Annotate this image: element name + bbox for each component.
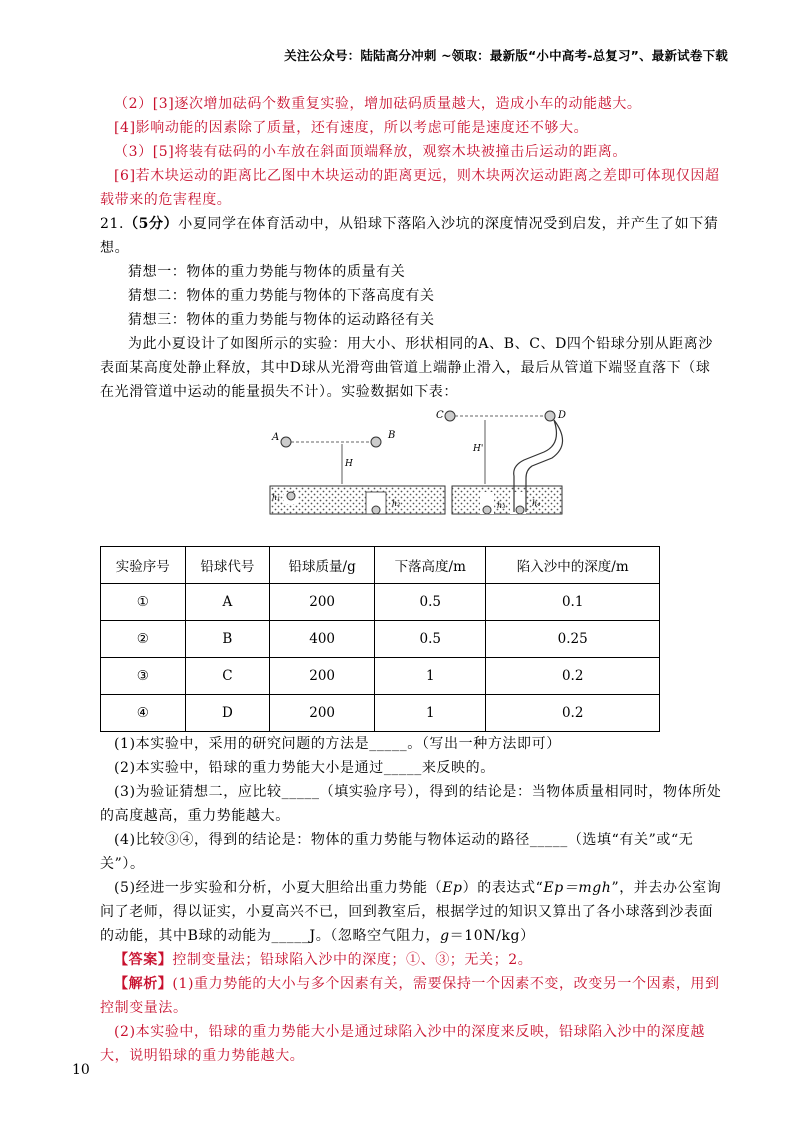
- table-row: [101, 621, 660, 658]
- table-header: 铅球代号: [185, 547, 270, 584]
- q5-ep: Ep: [442, 880, 463, 896]
- table-cell: ④: [101, 695, 186, 732]
- table-header: 实验序号: [101, 547, 186, 584]
- label-h2: h₂: [392, 499, 401, 508]
- answer-label: 【答案】: [114, 952, 173, 968]
- prev-answer-line-2: [4]影响动能的因素除了质量，还有速度，所以考虑可能是速度还不够大。: [114, 120, 589, 136]
- answer-text: 控制变量法；铅球陷入沙中的深度；①、③；无关；2。: [172, 952, 533, 968]
- table-cell: 200: [270, 695, 375, 732]
- subquestion-1: (1)本实验中，采用的研究问题的方法是_____。（写出一种方法即可）: [114, 736, 561, 752]
- page-header: 关注公众号：陆陆高分冲刺 ~领取：最新版“小中高考-总复习”、最新试卷下载: [284, 48, 728, 63]
- guess-3: 猜想三：物体的重力势能与物体的运动路径有关: [128, 312, 435, 328]
- page-content: [100, 92, 722, 1068]
- prev-answer-line-1: （2）[3]逐次增加砝码个数重复实验，增加砝码质量越大，造成小车的动能越大。: [114, 96, 642, 112]
- table-cell: 0.2: [486, 695, 660, 732]
- ball-c-in-sand: [483, 506, 491, 514]
- question-stem: [100, 212, 722, 260]
- prev-answer-line-3: （3）[5]将装有砝码的小车放在斜面顶端释放，观察木块被撞击后运动的距离。: [114, 144, 627, 160]
- table-cell: 400: [270, 621, 375, 658]
- q5-part-c: ”，并去办公室询问了老师，得以证实，小夏高兴不已，回到教室后，根据学过的知识又算出了各小球落到沙表面的动能，其中B球的动能为_____J。（忽略空气阻力，: [100, 880, 722, 944]
- q5-part-d: ＝10N/kg）: [449, 928, 535, 944]
- analysis-text-1: (1)重力势能的大小与多个因素有关，需要保持一个因素不变，改变另一个因素，用到控制变量法。: [100, 976, 720, 1016]
- data-table: [100, 546, 660, 732]
- ball-b: [371, 437, 381, 447]
- question-number: 21.: [100, 216, 125, 232]
- answer-line: [100, 948, 722, 972]
- table-header: 下落高度/m: [375, 547, 486, 584]
- subquestion-5: [100, 876, 722, 948]
- table-cell: 0.25: [486, 621, 660, 658]
- guess-1: 猜想一：物体的重力势能与物体的质量有关: [128, 264, 406, 280]
- label-d: D: [558, 410, 567, 421]
- sand-box-right: [452, 486, 562, 514]
- experiment-diagram: [100, 406, 722, 546]
- analysis-label: 【解析】: [114, 976, 173, 992]
- guess-2: 猜想二：物体的重力势能与物体的下落高度有关: [128, 288, 435, 304]
- label-h: H: [345, 459, 353, 469]
- table-row: [101, 658, 660, 695]
- experiment-figure: [100, 406, 722, 546]
- ball-d-in-sand: [516, 506, 524, 514]
- label-h4: h₄: [532, 499, 541, 508]
- table-cell: ①: [101, 584, 186, 621]
- prev-answer-line-4: [6]若木块运动的距离比乙图中木块运动的距离更远，则木块两次运动距离之差即可体现仅因超载带来的危害程度。: [100, 168, 720, 208]
- table-cell: 0.1: [486, 584, 660, 621]
- q5-part-a: (5)经进一步实验和分析，小夏大胆给出重力势能（: [114, 880, 443, 896]
- table-row: [101, 695, 660, 732]
- question-score: （5分）: [124, 216, 179, 232]
- label-h1: h₁: [272, 493, 281, 502]
- table-cell: C: [185, 658, 270, 695]
- label-b: B: [388, 430, 396, 441]
- label-h-prime: H': [473, 444, 484, 454]
- label-c: C: [436, 410, 444, 421]
- analysis-line-1: [100, 972, 722, 1020]
- subquestion-3: (3)为验证猜想二，应比较_____（填实验序号），得到的结论是：当物体质量相同时，物体所处的高度越高，重力势能越大。: [100, 784, 722, 824]
- sand-box-left: [270, 486, 445, 514]
- table-row: [101, 584, 660, 621]
- label-a: A: [272, 432, 280, 443]
- page-number: 10: [72, 1062, 90, 1078]
- table-cell: 1: [375, 695, 486, 732]
- table-cell: 0.5: [375, 584, 486, 621]
- table-cell: 0.2: [486, 658, 660, 695]
- table-cell: A: [185, 584, 270, 621]
- table-cell: 200: [270, 584, 375, 621]
- ball-d: [545, 411, 555, 421]
- table-cell: 1: [375, 658, 486, 695]
- table-cell: D: [185, 695, 270, 732]
- label-h3: h₃: [497, 501, 506, 510]
- subquestion-2: (2)本实验中，铅球的重力势能大小是通过_____来反映的。: [114, 760, 495, 776]
- table-header-row: [101, 547, 660, 584]
- analysis-line-2: (2)本实验中，铅球的重力势能大小是通过球陷入沙中的深度来反映，铅球陷入沙中的深度越大，说明铅球的重力势能越大。: [100, 1024, 706, 1064]
- ball-a: [281, 437, 291, 447]
- q5-part-b: ）的表达式“: [462, 880, 544, 896]
- table-cell: ②: [101, 621, 186, 658]
- table-cell: B: [185, 621, 270, 658]
- ball-c: [445, 411, 455, 421]
- experiment-design: 为此小夏设计了如图所示的实验：用大小、形状相同的A、B、C、D四个铅球分别从距离沙表面某高度处静止释放，其中D球从光滑弯曲管道上端静止滑入，最后从管道下端竖直落下（球在光滑管道中运动的能量损失不计）。实验数据如下表：: [100, 336, 713, 400]
- table-header: 陷入沙中的深度/m: [486, 547, 660, 584]
- q5-g: g: [440, 928, 450, 944]
- ball-a-in-sand: [287, 492, 295, 500]
- table-header: 铅球质量/g: [270, 547, 375, 584]
- table-cell: ③: [101, 658, 186, 695]
- question-stem-text: 小夏同学在体育活动中，从铅球下落陷入沙坑的深度情况受到启发，并产生了如下猜想。: [100, 216, 719, 256]
- ball-b-in-sand: [372, 506, 380, 514]
- q5-formula: Ep＝mgh: [543, 880, 612, 896]
- subquestion-4: (4)比较③④，得到的结论是：物体的重力势能与物体运动的路径_____（选填“有关”或“无关”）。: [100, 832, 694, 872]
- table-cell: 200: [270, 658, 375, 695]
- table-cell: 0.5: [375, 621, 486, 658]
